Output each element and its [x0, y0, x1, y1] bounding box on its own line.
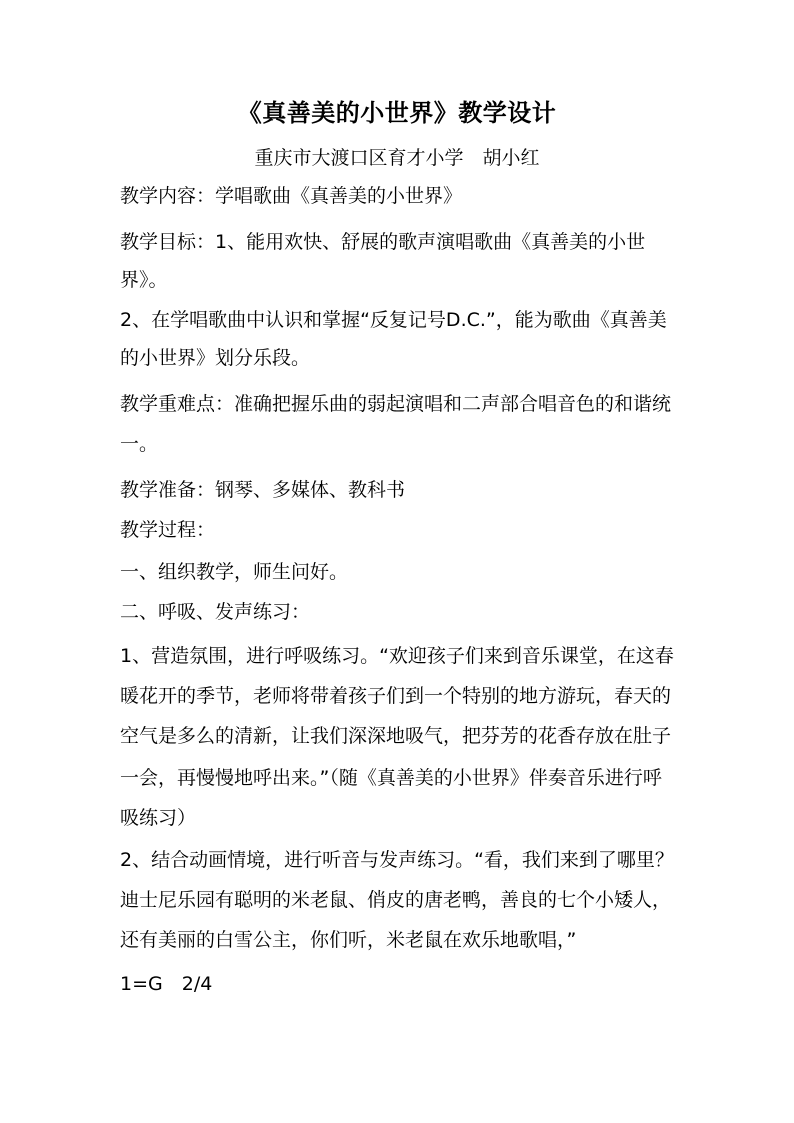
breathing-line-2: 暖花开的季节，老师将带着孩子们到一个特别的地方游玩，春天的: [120, 685, 672, 707]
breathing-line-3: 空气是多么的清新，让我们深深地吸气，把芬芳的花香存放在肚子: [120, 725, 672, 747]
teaching-goal-line-1: 教学目标：1、能用欢快、舒展的歌声演唱歌曲《真善美的小世: [120, 231, 646, 253]
section-1-heading: 一、组织教学，师生问好。: [120, 561, 349, 583]
key-points-line-2: 一。: [120, 433, 159, 455]
goal-2-line-1: 2、在学唱歌曲中认识和掌握“反复记号D.C.”，能为歌曲《真善美: [120, 309, 667, 331]
teaching-goal-line-2: 界》。: [120, 269, 168, 291]
key-time-signature: 1=G 2/4: [120, 973, 213, 995]
vocal-line-2: 迪士尼乐园有聪明的米老鼠、俏皮的唐老鸭，善良的七个小矮人，: [120, 889, 672, 911]
vocal-line-3: 还有美丽的白雪公主，你们听，米老鼠在欢乐地歌唱，”: [120, 929, 577, 951]
breathing-line-1: 1、营造氛围，进行呼吸练习。“欢迎孩子们来到音乐课堂，在这春: [120, 645, 674, 667]
process-heading: 教学过程：: [120, 519, 216, 541]
goal-2-line-2: 的小世界》划分乐段。: [120, 347, 311, 369]
preparation: 教学准备：钢琴、多媒体、教科书: [120, 479, 406, 501]
document-title: 《真善美的小世界》教学设计: [237, 99, 557, 127]
teaching-content: 教学内容：学唱歌曲《真善美的小世界》: [120, 185, 463, 207]
vocal-line-1: 2、结合动画情境，进行听音与发声练习。“看，我们来到了哪里？: [120, 849, 674, 871]
section-2-heading: 二、呼吸、发声练习：: [120, 601, 311, 623]
key-points-line-1: 教学重难点：准确把握乐曲的弱起演唱和二声部合唱音色的和谐统: [120, 393, 672, 415]
breathing-line-5: 吸练习）: [120, 807, 197, 829]
author-line: 重庆市大渡口区育才小学 胡小红: [254, 147, 540, 169]
breathing-line-4: 一会，再慢慢地呼出来。”（随《真善美的小世界》伴奏音乐进行呼: [120, 767, 662, 789]
